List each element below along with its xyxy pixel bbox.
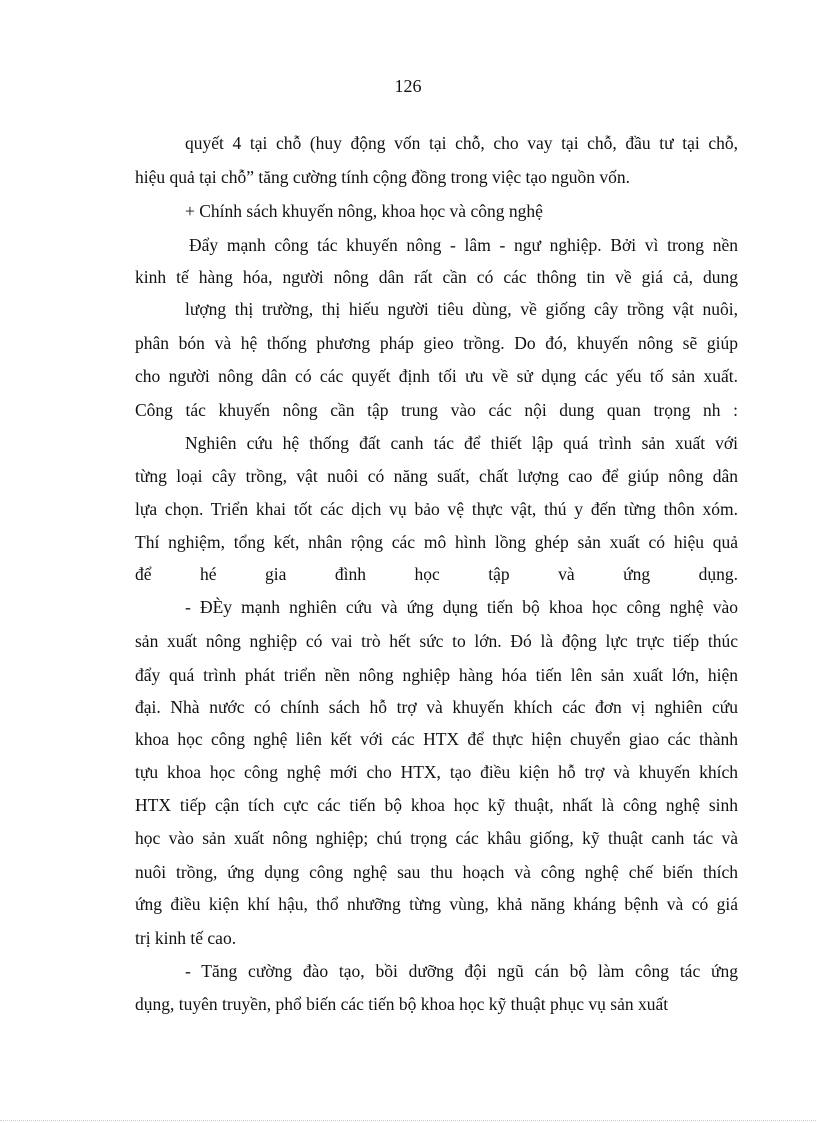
text-line: để hé gia đình học tập và ứng dụng. — [135, 564, 738, 584]
text-line: lượng thị trường, thị hiếu người tiêu dùng, về giống cây trồng vật nuôi, — [185, 299, 738, 319]
text-line: - ĐÈy mạnh nghiên cứu và ứng dụng tiến bộ khoa học công nghệ vào — [185, 597, 738, 617]
text-line: - Tăng cường đào tạo, bồi dưỡng đội ngũ cán bộ làm công tác ứng — [185, 961, 738, 981]
text-line: dụng, tuyên truyền, phổ biến các tiến bộ khoa học kỹ thuật phục vụ sản xuất — [135, 994, 669, 1014]
text-line: đại. Nhà nước có chính sách hỗ trợ và khuyến khích các đơn vị nghiên cứu — [135, 697, 738, 717]
text-line: quyết 4 tại chỗ (huy động vốn tại chỗ, cho vay tại chỗ, đầu tư tại chỗ, — [185, 133, 738, 153]
text-line: + Chính sách khuyến nông, khoa học và công nghệ — [185, 201, 543, 221]
text-line: lựa chọn. Triển khai tốt các dịch vụ bảo vệ thực vật, thú y đến từng thôn xóm. — [135, 499, 738, 519]
text-line: phân bón và hệ thống phương pháp gieo trồng. Do đó, khuyến nông sẽ giúp — [135, 333, 738, 353]
text-line: tựu khoa học công nghệ mới cho HTX, tạo điều kiện hỗ trợ và khuyến khích — [135, 762, 738, 782]
text-line: học vào sản xuất nông nghiệp; chú trọng các khâu giống, kỹ thuật canh tác và — [135, 828, 738, 848]
text-line: HTX tiếp cận tích cực các tiến bộ khoa học kỹ thuật, nhất là công nghệ sinh — [135, 795, 738, 815]
text-line: cho người nông dân có các quyết định tối ưu về sử dụng các yếu tố sản xuất. — [135, 366, 738, 386]
text-line: nuôi trồng, ứng dụng công nghệ sau thu hoạch và công nghệ chế biến thích — [135, 862, 738, 882]
text-line: trị kinh tế cao. — [135, 928, 237, 948]
text-line: Thí nghiệm, tổng kết, nhân rộng các mô hình lồng ghép sản xuất có hiệu quả — [135, 532, 738, 552]
page-bottom-divider — [0, 1120, 816, 1121]
text-line: Công tác khuyến nông cần tập trung vào các nội dung quan trọng nh : — [135, 400, 738, 420]
text-line: đẩy quá trình phát triển nền nông nghiệp hàng hóa tiến lên sản xuất lớn, hiện — [135, 665, 738, 685]
text-line: Nghiên cứu hệ thống đất canh tác để thiết lập quá trình sản xuất với — [185, 433, 738, 453]
text-line: kinh tế hàng hóa, người nông dân rất cần có các thông tin về giá cả, dung — [135, 267, 738, 287]
text-line: sản xuất nông nghiệp có vai trò hết sức to lớn. Đó là động lực trực tiếp thúc — [135, 631, 738, 651]
text-line: hiệu quả tại chỗ” tăng cường tính cộng đồng trong việc tạo nguồn vốn. — [135, 167, 631, 187]
text-line: Đẩy mạnh công tác khuyến nông - lâm - ngư nghiệp. Bởi vì trong nền — [189, 235, 738, 255]
page-number: 126 — [394, 76, 422, 96]
text-line: khoa học công nghệ liên kết với các HTX để thực hiện chuyển giao các thành — [135, 729, 738, 749]
text-line: ứng điều kiện khí hậu, thổ nhưỡng từng vùng, khả năng kháng bệnh và có giá — [135, 894, 738, 914]
text-line: từng loại cây trồng, vật nuôi có năng suất, chất lượng cao để giúp nông dân — [135, 466, 738, 486]
